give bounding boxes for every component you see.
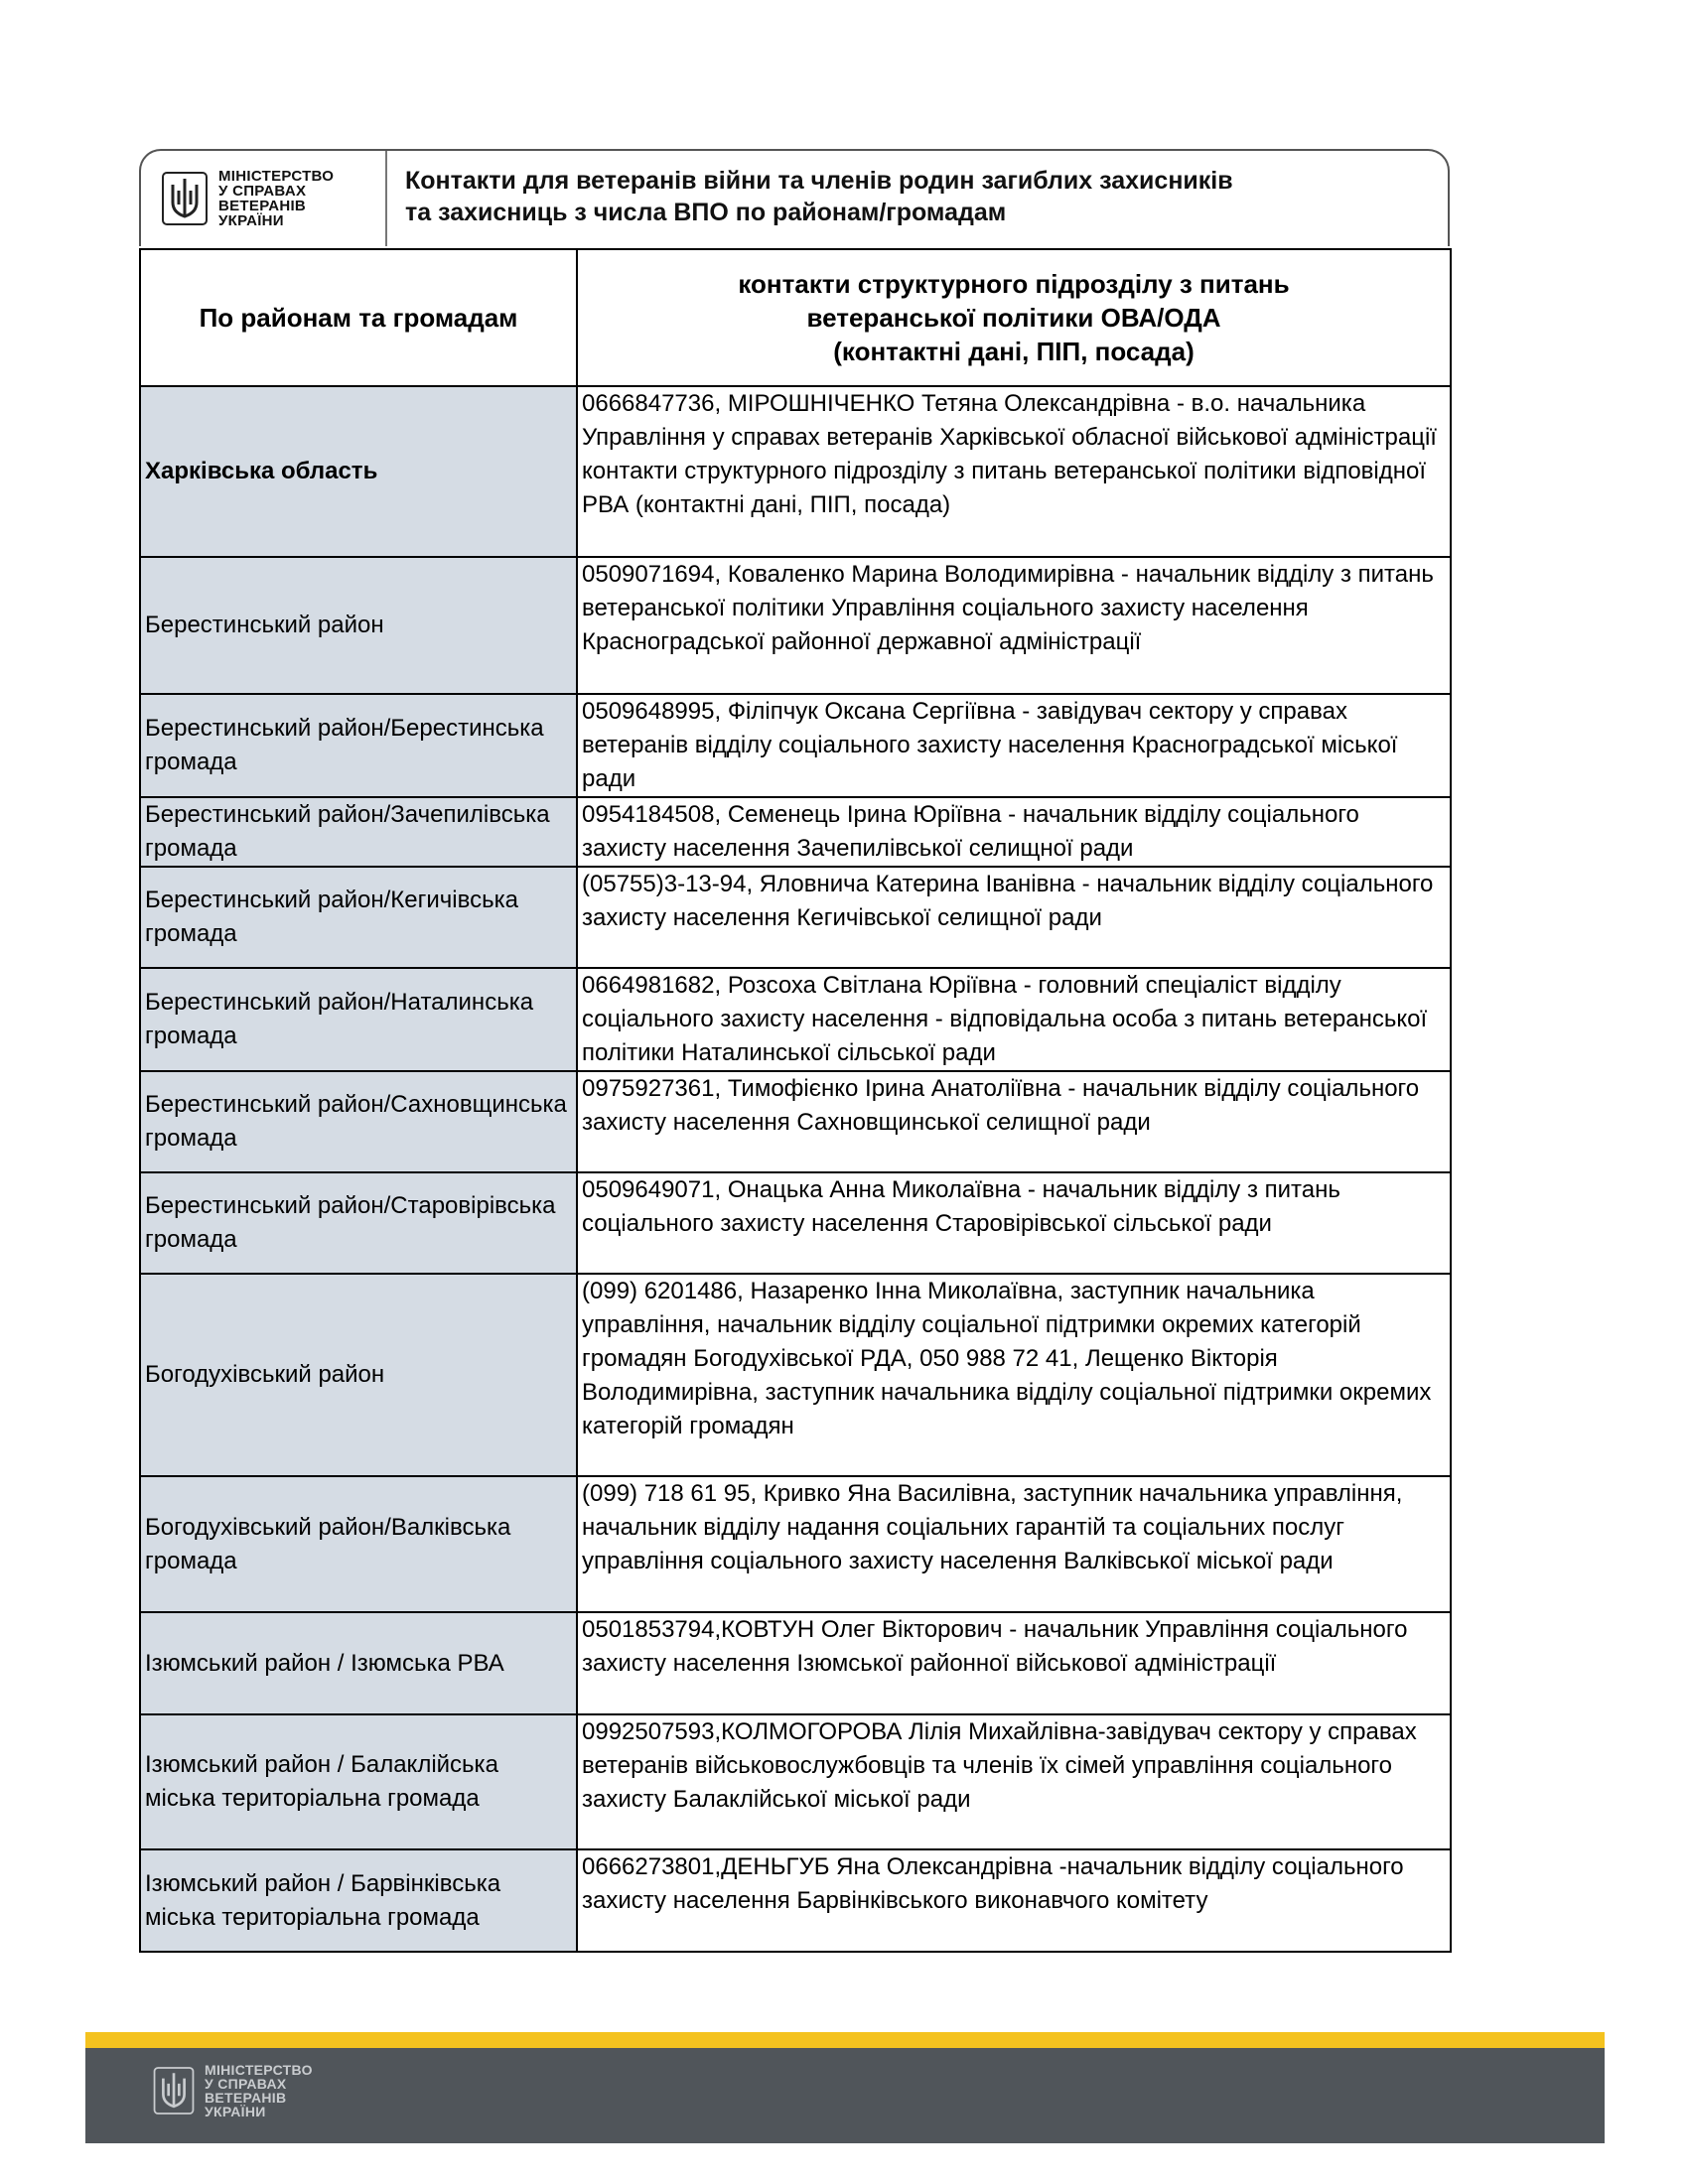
table-row [140, 1172, 1451, 1274]
ministry-name-line: МІНІСТЕРСТВО [205, 2062, 313, 2078]
contact-cell: 0666273801,ДЕНЬГУБ Яна Олександрівна -начальник відділу соціального захисту населення Барвінківського виконавчого комітету [577, 1849, 1451, 1952]
trident-emblem-icon [159, 169, 211, 228]
table-row [140, 386, 1451, 557]
table-row [140, 1274, 1451, 1476]
footer-accent-stripe [85, 2032, 1605, 2048]
region-cell: Богодухівський район/Валківська громада [140, 1476, 577, 1612]
footer-band [85, 2048, 1605, 2143]
header-divider [385, 151, 387, 246]
page-title [405, 165, 1438, 228]
contact-cell: (099) 6201486, Назаренко Інна Миколаївна, заступник начальника управління, начальник відділу соціальної підтримки окремих категорій громадян Богодухівської РДА, 050 988 72 41, Лещенко Вікторія Володимирівна, заступник начальника відділу соціальної підтримки окремих категорій громадян [577, 1274, 1451, 1476]
region-cell: Ізюмський район / Барвінківська міська територіальна громада [140, 1849, 577, 1952]
table-row [140, 557, 1451, 694]
region-cell: Берестинський район/Наталинська громада [140, 968, 577, 1071]
table-row [140, 968, 1451, 1071]
region-cell: Берестинський район/Старовірівська громада [140, 1172, 577, 1274]
region-cell: Ізюмський район / Ізюмська РВА [140, 1612, 577, 1714]
ministry-name-line: УКРАЇНИ [218, 212, 284, 229]
table-row [140, 1612, 1451, 1714]
table-row [140, 1071, 1451, 1172]
column-header-contacts [577, 249, 1451, 386]
contact-cell: 0509071694, Коваленко Марина Володимирівна - начальник відділу з питань ветеранської політики Управління соціального захисту населення Красноградської районної державної адміністрації [577, 557, 1451, 694]
contact-cell: 0666847736, МІРОШНІЧЕНКО Тетяна Олександрівна - в.о. начальника Управління у справах ветеранів Харківської обласної військової адміністрації контакти структурного підрозділу з питань ветеранської політики відповідної РВА (контактні дані, ПІП, посада) [577, 386, 1451, 557]
table-row [140, 867, 1451, 968]
page-title-line-1: Контакти для ветеранів війни та членів родин загиблих захисників [405, 167, 1233, 195]
ministry-name-line: У СПРАВАХ [205, 2076, 287, 2092]
contact-cell: (05755)3-13-94, Яловнича Катерина Іванівна - начальник відділу соціального захисту населення Кегичівської селищної ради [577, 867, 1451, 968]
ministry-logo [159, 161, 383, 236]
table-row [140, 1714, 1451, 1849]
region-cell: Берестинський район/Сахновщинська громада [140, 1071, 577, 1172]
region-cell: Богодухівський район [140, 1274, 577, 1476]
region-cell: Берестинський район/Кегичівська громада [140, 867, 577, 968]
table-row [140, 1476, 1451, 1612]
contact-cell: 0975927361, Тимофієнко Ірина Анатоліївна - начальник відділу соціального захисту населення Сахновщинської селищної ради [577, 1071, 1451, 1172]
column-header-contacts-line: (контактні дані, ПІП, посада) [833, 337, 1195, 366]
contact-cell: 0992507593,КОЛМОГОРОВА Лілія Михайлівна-завідувач сектору у справах ветеранів військовослужбовців та членів їх сімей управління соціального захисту Балаклійської міської ради [577, 1714, 1451, 1849]
ministry-name-line: УКРАЇНИ [205, 2104, 266, 2119]
contact-cell: 0501853794,КОВТУН Олег Вікторович - начальник Управління соціального захисту населення Ізюмської районної військової адміністрації [577, 1612, 1451, 1714]
contact-cell: 0954184508, Семенець Ірина Юріївна - начальник відділу соціального захисту населення Зачепилівської селищної ради [577, 797, 1451, 867]
region-cell: Харківська область [140, 386, 577, 557]
column-header-contacts-line: ветеранської політики ОВА/ОДА [806, 303, 1221, 333]
footer-ministry-name [205, 2063, 313, 2118]
ministry-name-line: У СПРАВАХ [218, 183, 307, 200]
page-title-line-2: та захисниць з числа ВПО по районам/громадам [405, 199, 1007, 226]
table-row [140, 694, 1451, 797]
region-cell: Берестинський район [140, 557, 577, 694]
footer-ministry-logo [151, 2063, 313, 2118]
ministry-name-line: ВЕТЕРАНІВ [205, 2090, 287, 2106]
region-cell: Берестинський район/Берестинська громада [140, 694, 577, 797]
column-header-contacts-line: контакти структурного підрозділу з питань [738, 269, 1290, 299]
column-header-region: По районам та громадам [140, 249, 577, 386]
ministry-name [218, 169, 334, 228]
trident-emblem-icon [151, 2063, 197, 2118]
table-row [140, 1849, 1451, 1952]
contact-cell: 0509648995, Філіпчук Оксана Сергіївна - завідувач сектору у справах ветеранів відділу соціального захисту населення Красноградської міської ради [577, 694, 1451, 797]
contact-cell: (099) 718 61 95, Кривко Яна Василівна, заступник начальника управління, начальник відділу надання соціальних гарантій та соціальних послуг управління соціального захисту населення Валківської міської ради [577, 1476, 1451, 1612]
region-cell: Ізюмський район / Балаклійська міська територіальна громада [140, 1714, 577, 1849]
contact-cell: 0509649071, Онацька Анна Миколаївна - начальник відділу з питань соціального захисту населення Старовірівської сільської ради [577, 1172, 1451, 1274]
table-row [140, 797, 1451, 867]
contacts-table [139, 248, 1452, 1953]
table-header-row [140, 249, 1451, 386]
region-cell: Берестинський район/Зачепилівська громада [140, 797, 577, 867]
ministry-name-line: ВЕТЕРАНІВ [218, 198, 307, 214]
contact-cell: 0664981682, Розсоха Світлана Юріївна - головний спеціаліст відділу соціального захисту населення - відповідальна особа з питань ветеранської політики Наталинської сільської ради [577, 968, 1451, 1071]
ministry-name-line: МІНІСТЕРСТВО [218, 168, 335, 185]
